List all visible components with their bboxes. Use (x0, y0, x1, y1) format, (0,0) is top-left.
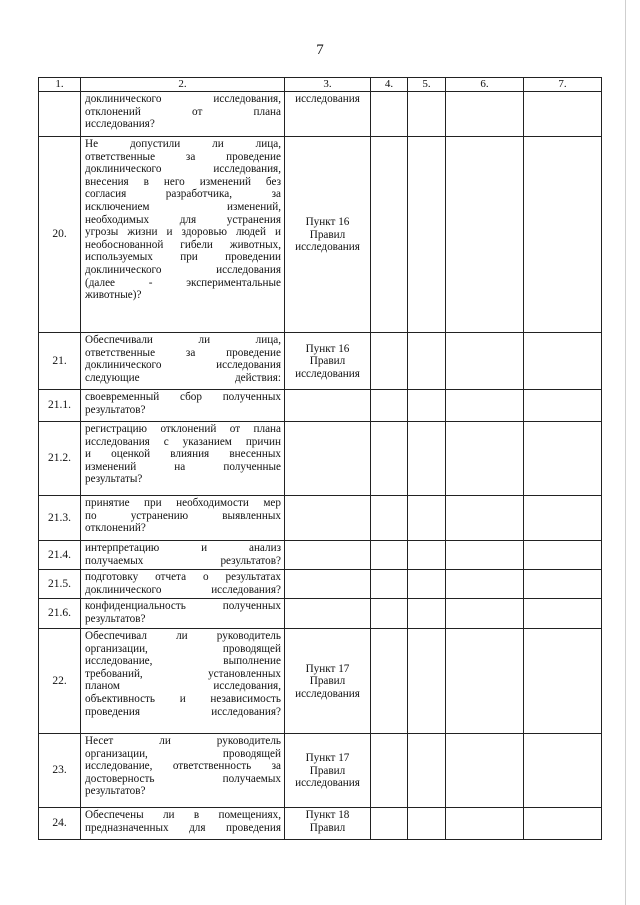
answer-cell (446, 333, 524, 390)
legal-reference (285, 570, 371, 599)
answer-cell (408, 422, 446, 496)
row-number: 22. (39, 629, 81, 734)
answer-cell (524, 422, 602, 496)
row-number: 21.2. (39, 422, 81, 496)
answer-cell (524, 92, 602, 137)
table-row (39, 333, 602, 390)
column-header: 3. (285, 78, 371, 92)
question-text: регистрацию отклонений от плана исследования с указанием причин и оценкой влияния внесенных изменений на полученные результаты? (81, 422, 285, 496)
question-text: принятие при необходимости мер по устранению выявленных отклонений? (81, 496, 285, 541)
answer-cell (371, 599, 408, 629)
table-row (39, 808, 602, 840)
table-row (39, 422, 602, 496)
answer-cell (446, 390, 524, 422)
legal-reference: Пункт 17 Правил исследования (285, 734, 371, 808)
table-row (39, 629, 602, 734)
answer-cell (408, 570, 446, 599)
legal-reference (285, 390, 371, 422)
answer-cell (371, 496, 408, 541)
scan-edge-line (625, 0, 626, 905)
row-number: 21.3. (39, 496, 81, 541)
legal-reference (285, 599, 371, 629)
answer-cell (524, 333, 602, 390)
answer-cell (524, 599, 602, 629)
answer-cell (524, 570, 602, 599)
table-row (39, 599, 602, 629)
question-text: подготовку отчета о результатах доклинического исследования? (81, 570, 285, 599)
answer-cell (408, 390, 446, 422)
answer-cell (446, 422, 524, 496)
answer-cell (371, 541, 408, 570)
column-header: 6. (446, 78, 524, 92)
legal-reference: Пункт 16 Правил исследования (285, 137, 371, 333)
column-header: 1. (39, 78, 81, 92)
answer-cell (446, 734, 524, 808)
answer-cell (524, 137, 602, 333)
table-row (39, 541, 602, 570)
question-text: Не допустили ли лица, ответственные за проведение доклинического исследования, внесения в него изменений без согласия разработчика, за исключением изменений, необходимых для устранения угрозы жизни и здоровью людей и необоснованной гибели животных, используемых при проведении доклинического исследования (далее - экспериментальные животные)? (81, 137, 285, 333)
answer-cell (408, 808, 446, 840)
answer-cell (371, 422, 408, 496)
legal-reference: Пункт 17 Правил исследования (285, 629, 371, 734)
table-row (39, 570, 602, 599)
answer-cell (446, 629, 524, 734)
answer-cell (408, 629, 446, 734)
table-row (39, 734, 602, 808)
column-header: 2. (81, 78, 285, 92)
answer-cell (408, 92, 446, 137)
question-text: Обеспечивал ли руководитель организации, проводящей исследование, выполнение требований, установленных планом исследования, объективность и независимость проведения исследования? (81, 629, 285, 734)
row-number: 21.6. (39, 599, 81, 629)
question-text: конфиденциальность полученных результатов? (81, 599, 285, 629)
answer-cell (446, 570, 524, 599)
answer-cell (408, 333, 446, 390)
table-row (39, 137, 602, 333)
answer-cell (524, 390, 602, 422)
page-number: 7 (316, 42, 324, 58)
row-number: 24. (39, 808, 81, 840)
answer-cell (408, 496, 446, 541)
answer-cell (524, 808, 602, 840)
question-text: доклинического исследования, отклонений от плана исследования? (81, 92, 285, 137)
row-number: 21. (39, 333, 81, 390)
question-text: Обеспечены ли в помещениях, предназначенных для проведения (81, 808, 285, 840)
answer-cell (371, 629, 408, 734)
legal-reference: исследования (285, 92, 371, 137)
header-row (39, 78, 602, 92)
answer-cell (371, 808, 408, 840)
answer-cell (371, 390, 408, 422)
answer-cell (371, 570, 408, 599)
question-text: Обеспечивали ли лица, ответственные за проведение доклинического исследования следующие действия: (81, 333, 285, 390)
row-number: 20. (39, 137, 81, 333)
row-number: 21.1. (39, 390, 81, 422)
answer-cell (524, 541, 602, 570)
row-number (39, 92, 81, 137)
answer-cell (446, 808, 524, 840)
table-row (39, 390, 602, 422)
legal-reference (285, 541, 371, 570)
answer-cell (524, 734, 602, 808)
row-number: 23. (39, 734, 81, 808)
row-number: 21.5. (39, 570, 81, 599)
column-header: 5. (408, 78, 446, 92)
answer-cell (408, 734, 446, 808)
row-number: 21.4. (39, 541, 81, 570)
question-text: Несет ли руководитель организации, проводящей исследование, ответственность за достоверность получаемых результатов? (81, 734, 285, 808)
question-text: своевременный сбор полученных результатов? (81, 390, 285, 422)
answer-cell (371, 137, 408, 333)
answer-cell (371, 734, 408, 808)
legal-reference: Пункт 16 Правил исследования (285, 333, 371, 390)
table-row (39, 92, 602, 137)
answer-cell (371, 333, 408, 390)
answer-cell (408, 541, 446, 570)
answer-cell (446, 541, 524, 570)
answer-cell (408, 599, 446, 629)
answer-cell (446, 137, 524, 333)
question-text: интерпретацию и анализ получаемых результатов? (81, 541, 285, 570)
answer-cell (446, 496, 524, 541)
answer-cell (446, 92, 524, 137)
answer-cell (408, 137, 446, 333)
legal-reference (285, 422, 371, 496)
legal-reference: Пункт 18 Правил (285, 808, 371, 840)
column-header: 7. (524, 78, 602, 92)
answer-cell (524, 496, 602, 541)
answer-cell (371, 92, 408, 137)
answer-cell (524, 629, 602, 734)
checklist-table (38, 77, 602, 840)
table-row (39, 496, 602, 541)
answer-cell (446, 599, 524, 629)
column-header: 4. (371, 78, 408, 92)
legal-reference (285, 496, 371, 541)
